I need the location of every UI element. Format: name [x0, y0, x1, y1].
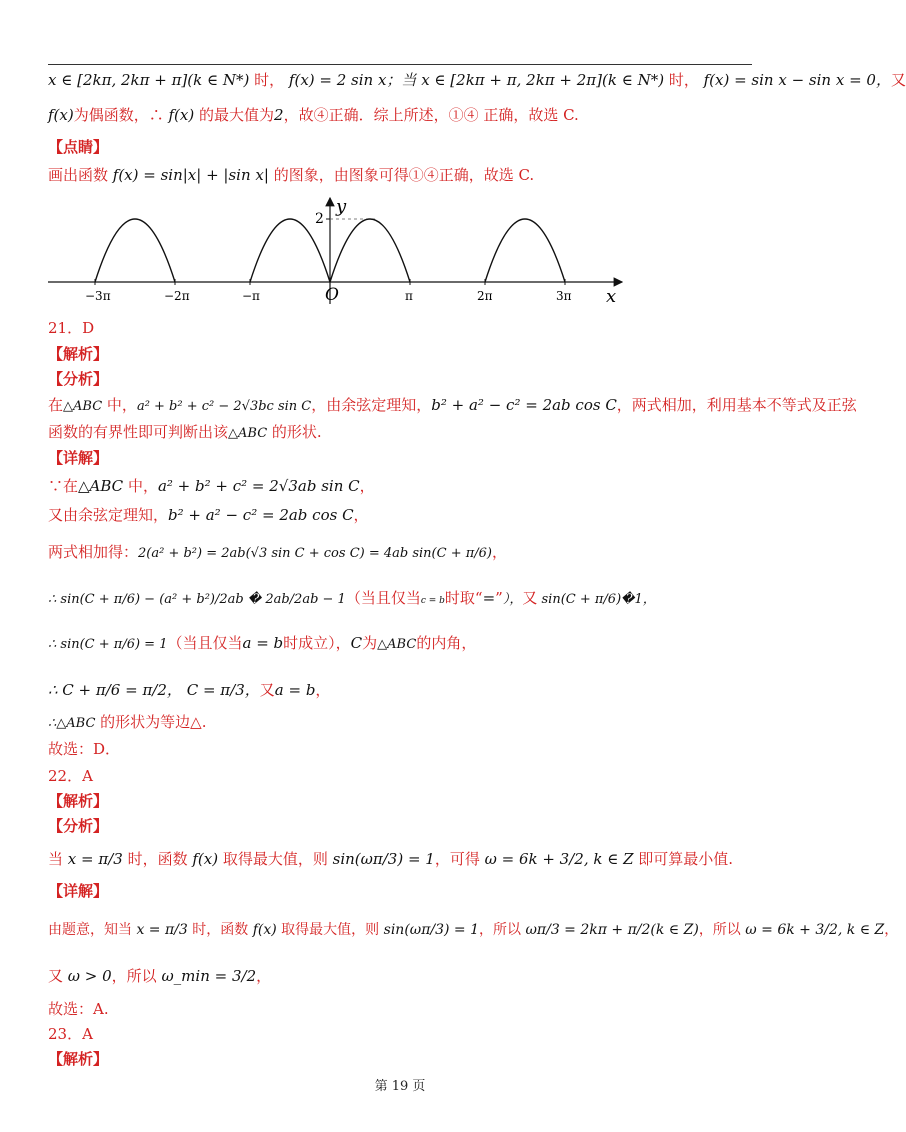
text-line [48, 165, 752, 185]
math-expression: ω = 6k + 3/2, k ∈ Z [745, 922, 885, 938]
text-line [48, 966, 752, 986]
math-expression: sin(ωπ/3) = 1 [383, 922, 480, 938]
curve-segment [250, 219, 330, 282]
math-expression: △ABC [63, 399, 103, 414]
text-segment: 的内角， [416, 634, 477, 652]
text-line [48, 105, 752, 125]
curve-segment [485, 219, 565, 282]
math-expression: ∴ sin(C + π/6) = 1 [48, 637, 168, 652]
text-line [48, 680, 752, 700]
curve-segment [95, 219, 175, 282]
x-axis-label: x [606, 286, 617, 307]
math-expression: △ABC [228, 426, 268, 441]
page-number: 第 19 页 [374, 1079, 426, 1094]
text-segment: ，由余弦定理知， [311, 396, 432, 414]
text-segment: 取得最大值，则 [276, 922, 384, 938]
math-expression: ω_min = 3/2 [161, 967, 257, 985]
text-line [48, 505, 752, 525]
x-tick-label: 2π [477, 289, 493, 303]
text-line [48, 70, 906, 90]
text-line [48, 476, 752, 496]
question-number: 21．D [48, 319, 95, 337]
math-expression: C = π/3， [186, 681, 260, 699]
math-expression: b² + a² − c² = 2ab cos C [168, 506, 354, 524]
text-segment: 又由余弦定理知， [48, 506, 169, 524]
math-expression: sin(C + π/6)�1， [537, 592, 656, 607]
text-segment: ， [353, 506, 369, 524]
math-expression: C [350, 634, 363, 652]
math-expression: ）， [502, 592, 523, 607]
curve-segment [330, 219, 410, 282]
text-segment: ，故④正确．综上所述，①④ 正确，故选 C. [283, 106, 579, 124]
y-tick-label: 2 [315, 211, 324, 227]
math-expression: a² + b² + c² − 2√3bc sin C [136, 399, 312, 414]
text-segment: ，两式相加，利用基本不等式及正弦 [616, 396, 857, 414]
math-expression: x = π/3 [67, 850, 123, 868]
text-segment: 由题意，知当 [48, 922, 137, 938]
math-expression: △ABC [377, 637, 417, 652]
text-segment: （当且仅当 [167, 634, 243, 652]
math-expression: f(x) [163, 106, 199, 124]
math-expression: f(x) = 2 sin x；当 [284, 71, 422, 89]
text-segment: 两式相加得： [48, 543, 139, 561]
y-axis-label: y [336, 196, 347, 217]
text-segment: 时取“ [444, 589, 483, 607]
text-segment: ，所以 [111, 967, 162, 985]
text-line [48, 542, 752, 564]
origin-label: O [325, 285, 339, 305]
math-expression: a = b [274, 681, 316, 699]
math-expression: ∴ sin(C + π/6) − (a² + b²)/2ab � 2ab/2ab − 1 [48, 592, 346, 607]
text-segment: ， [884, 922, 899, 938]
text-segment: 又 [259, 681, 275, 699]
math-expression: △ABC [78, 477, 124, 495]
math-expression: x ∈ [2kπ + π, 2kπ + 2π](k ∈ N*) [421, 71, 665, 89]
math-expression: sin(ωπ/3) = 1 [332, 850, 435, 868]
text-segment: 时，函数 [187, 922, 253, 938]
math-expression: ω = 6k + 3/2, k ∈ Z [484, 850, 634, 868]
text-segment: 又 [890, 71, 906, 89]
section-tag: 【解析】 [48, 1050, 109, 1068]
text-segment: ∵在 [48, 477, 79, 495]
text-segment: 的图象，由图象可得①④正确，故选 C. [268, 166, 535, 184]
question-number: 23．A [48, 1025, 93, 1043]
question-number: 22．A [48, 767, 93, 785]
text-line [48, 633, 752, 655]
text-line: 故选：A. [48, 1000, 109, 1018]
text-segment: ，可得 [434, 850, 485, 868]
x-tick-label: 3π [556, 289, 572, 303]
text-line [48, 712, 752, 734]
text-segment: 中， [123, 477, 158, 495]
text-line [48, 920, 899, 940]
math-expression: f(x) = sin x − sin x = 0， [698, 71, 891, 89]
text-line [48, 588, 752, 611]
math-expression: f(x) = sin|x| + |sin x| [112, 166, 269, 184]
math-expression: x ∈ [2kπ, 2kπ + π](k ∈ N*) [48, 71, 255, 89]
text-segment: ，所以 [698, 922, 746, 938]
text-segment: 当 [48, 850, 68, 868]
math-expression: f(x) [192, 850, 219, 868]
text-line [48, 849, 752, 869]
text-segment: 在 [48, 396, 64, 414]
section-tag: 【分析】 [48, 817, 109, 835]
math-expression: 2(a² + b²) = 2ab(√3 sin C + cos C) = 4ab sin(C + π/6) [138, 546, 492, 561]
text-segment: ， [359, 477, 375, 495]
text-segment: ， [256, 967, 272, 985]
text-segment: 时， [664, 71, 699, 89]
math-expression: = [482, 589, 496, 607]
math-expression: ω > 0 [67, 967, 112, 985]
text-segment: 又 [48, 967, 68, 985]
text-segment: 为 [362, 634, 378, 652]
text-segment: 函数的有界性即可判断出该 [48, 423, 229, 441]
math-expression: a = b [242, 634, 284, 652]
x-tick-label: −π [242, 289, 260, 303]
math-expression: f(x) [48, 106, 74, 124]
math-expression: 2 [274, 106, 284, 124]
text-segment: ， [315, 681, 331, 699]
math-expression: x = π/3 [136, 922, 188, 938]
text-line: 故选：D． [48, 740, 121, 758]
text-line [48, 395, 857, 417]
text-segment: 画出函数 [48, 166, 113, 184]
text-segment: 的最大值为 [199, 106, 275, 124]
text-line [48, 422, 752, 444]
text-segment: 即可算最小值. [633, 850, 734, 868]
text-segment: 时， [254, 71, 285, 89]
text-segment: ” [495, 589, 503, 607]
section-tag: 【解析】 [48, 345, 109, 363]
text-segment: 又 [522, 589, 538, 607]
text-segment: 中， [102, 396, 137, 414]
text-segment: 取得最大值，则 [218, 850, 333, 868]
math-expression: f(x) [252, 922, 277, 938]
math-expression: a² + b² + c² = 2√3ab sin C [157, 477, 360, 495]
x-tick-label: π [405, 289, 413, 303]
text-segment: 时成立）， [283, 634, 351, 652]
text-segment: ， [492, 543, 508, 561]
section-tag: 【详解】 [48, 449, 109, 467]
math-expression: ∴ C + π/6 = π/2， [48, 681, 182, 699]
math-expression: ωπ/3 = 2kπ + π/2(k ∈ Z) [525, 922, 699, 938]
text-segment: （当且仅当 [345, 589, 421, 607]
text-segment: 时，函数 [122, 850, 193, 868]
math-expression: b² + a² − c² = 2ab cos C [431, 396, 617, 414]
function-graph [40, 192, 630, 310]
top-rule [48, 64, 752, 65]
section-tag: 【详解】 [48, 882, 109, 900]
text-segment: ，所以 [479, 922, 526, 938]
section-tag: 【点睛】 [48, 138, 109, 156]
math-expression: ∴△ABC [48, 716, 96, 731]
text-segment: 的形状. [267, 423, 322, 441]
section-tag: 【解析】 [48, 792, 109, 810]
section-tag: 【分析】 [48, 370, 109, 388]
math-expression: c = b [420, 596, 445, 606]
x-tick-label: −3π [85, 289, 111, 303]
text-segment: 为偶函数，∴ [73, 106, 164, 124]
text-segment: 的形状为等边△. [95, 713, 207, 731]
x-tick-label: −2π [164, 289, 190, 303]
